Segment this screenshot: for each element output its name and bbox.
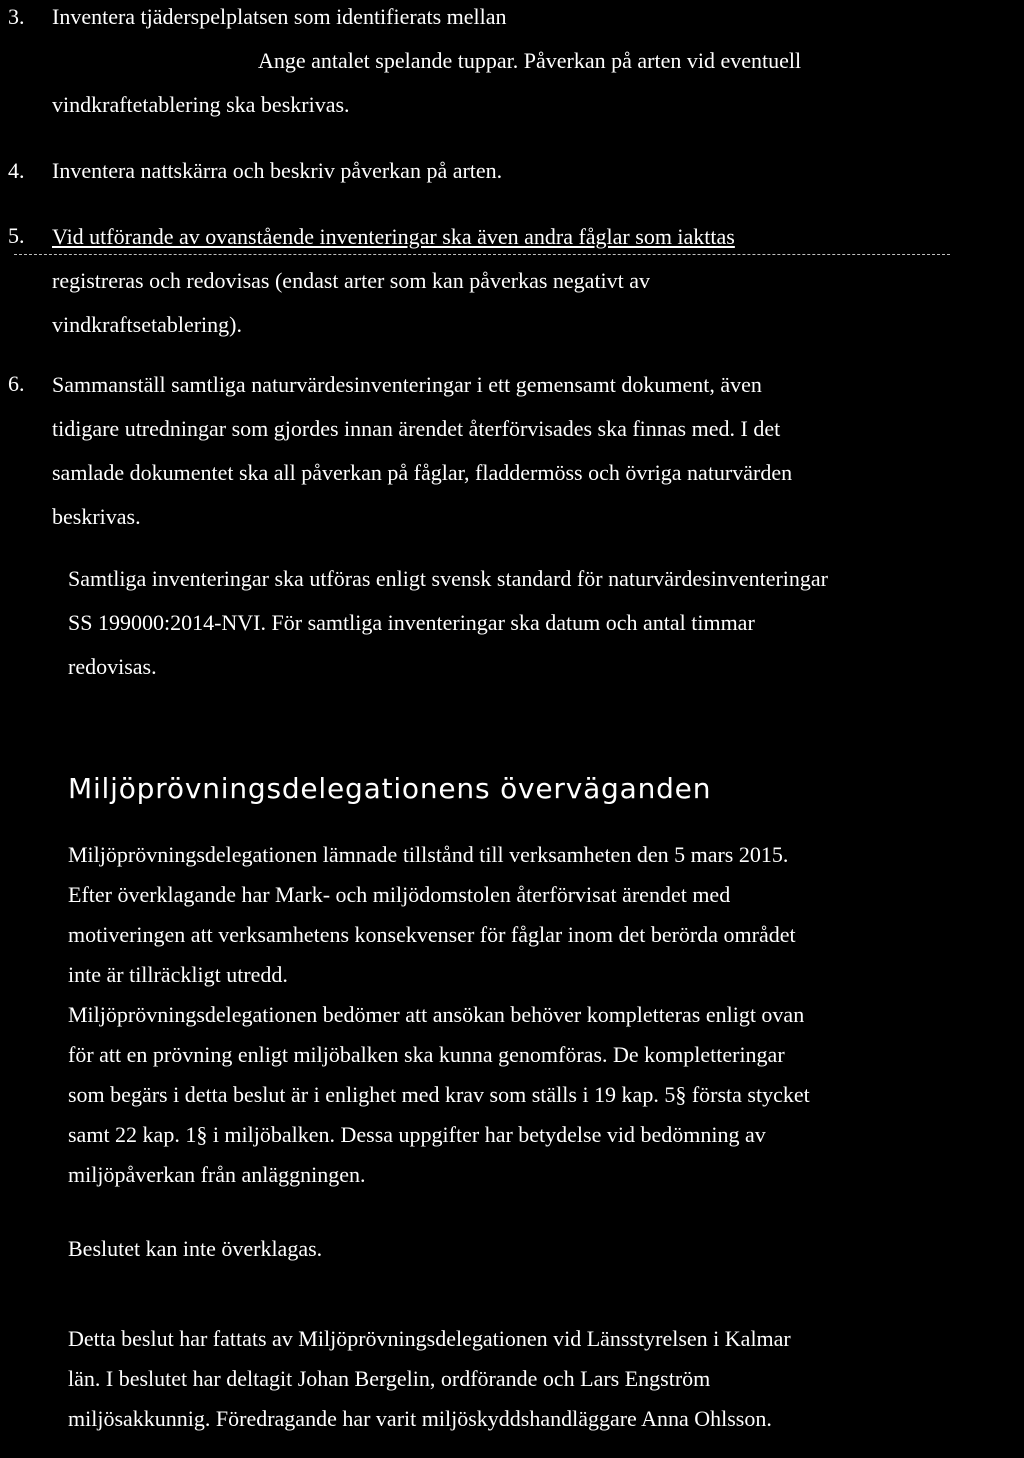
paragraph-line: Detta beslut har fattats av Miljöprövningsdelegationen vid Länsstyrelsen i Kalmar [68, 1326, 791, 1351]
paragraph-line: samt 22 kap. 1§ i miljöbalken. Dessa uppgifter har betydelse vid bedömning av [68, 1122, 766, 1147]
list-text-line: registreras och redovisas (endast arter som kan påverkas negativt av [52, 268, 651, 293]
list-text-line: Inventera tjäderspelplatsen som identifierats mellan [52, 4, 507, 29]
list-text-line: Inventera nattskärra och beskriv påverkan på arten. [52, 158, 503, 183]
paragraph-line: miljöpåverkan från anläggningen. [68, 1162, 366, 1187]
list-text-line: Ange antalet spelande tuppar. Påverkan på arten vid eventuell [258, 48, 802, 73]
list-text-line: tidigare utredningar som gjordes innan ärendet återförvisades ska finnas med. I det [52, 416, 781, 441]
list-text-line: samlade dokumentet ska all påverkan på fåglar, fladdermöss och övriga naturvärden [52, 460, 793, 485]
list-text-line: Vid utförande av ovanstående inventeringar ska även andra fåglar som iakttas [52, 224, 735, 249]
paragraph-line: miljösakkunnig. Föredragande har varit miljöskyddshandläggare Anna Ohlsson. [68, 1406, 772, 1431]
list-text-line: Sammanställ samtliga naturvärdesinventeringar i ett gemensamt dokument, även [52, 372, 762, 397]
section-heading: Miljöprövningsdelegationens överväganden [68, 772, 712, 805]
paragraph-line: SS 199000:2014-NVI. För samtliga inventeringar ska datum och antal timmar [68, 610, 755, 635]
paragraph-line: för att en prövning enligt miljöbalken ska kunna genomföras. De kompletteringar [68, 1042, 785, 1067]
paragraph-line: redovisas. [68, 654, 157, 679]
paragraph-line: motiveringen att verksamhetens konsekvenser för fåglar inom det berörda området [68, 922, 796, 947]
paragraph-line: Samtliga inventeringar ska utföras enligt svensk standard för naturvärdesinventeringar [68, 566, 828, 591]
list-text-line: beskrivas. [52, 504, 141, 529]
no-appeal-statement: Beslutet kan inte överklagas. [68, 1236, 323, 1261]
paragraph-line: som begärs i detta beslut är i enlighet med krav som ställs i 19 kap. 5§ första stycket [68, 1082, 810, 1107]
list-number: 4. [8, 158, 25, 183]
list-number: 5. [8, 223, 25, 248]
list-number: 6. [8, 371, 25, 396]
list-number: 3. [8, 4, 25, 29]
list-text-line: vindkraftetablering ska beskrivas. [52, 92, 350, 117]
paragraph-line: inte är tillräckligt utredd. [68, 962, 288, 987]
paragraph-line: Miljöprövningsdelegationen bedömer att ansökan behöver kompletteras enligt ovan [68, 1002, 805, 1027]
paragraph-line: Miljöprövningsdelegationen lämnade tillstånd till verksamheten den 5 mars 2015. [68, 842, 789, 867]
list-text-line: vindkraftsetablering). [52, 312, 242, 337]
paragraph-line: län. I beslutet har deltagit Johan Bergelin, ordförande och Lars Engström [68, 1366, 711, 1391]
dashed-underline [14, 254, 950, 255]
paragraph-line: Efter överklagande har Mark- och miljödomstolen återförvisat ärendet med [68, 882, 731, 907]
